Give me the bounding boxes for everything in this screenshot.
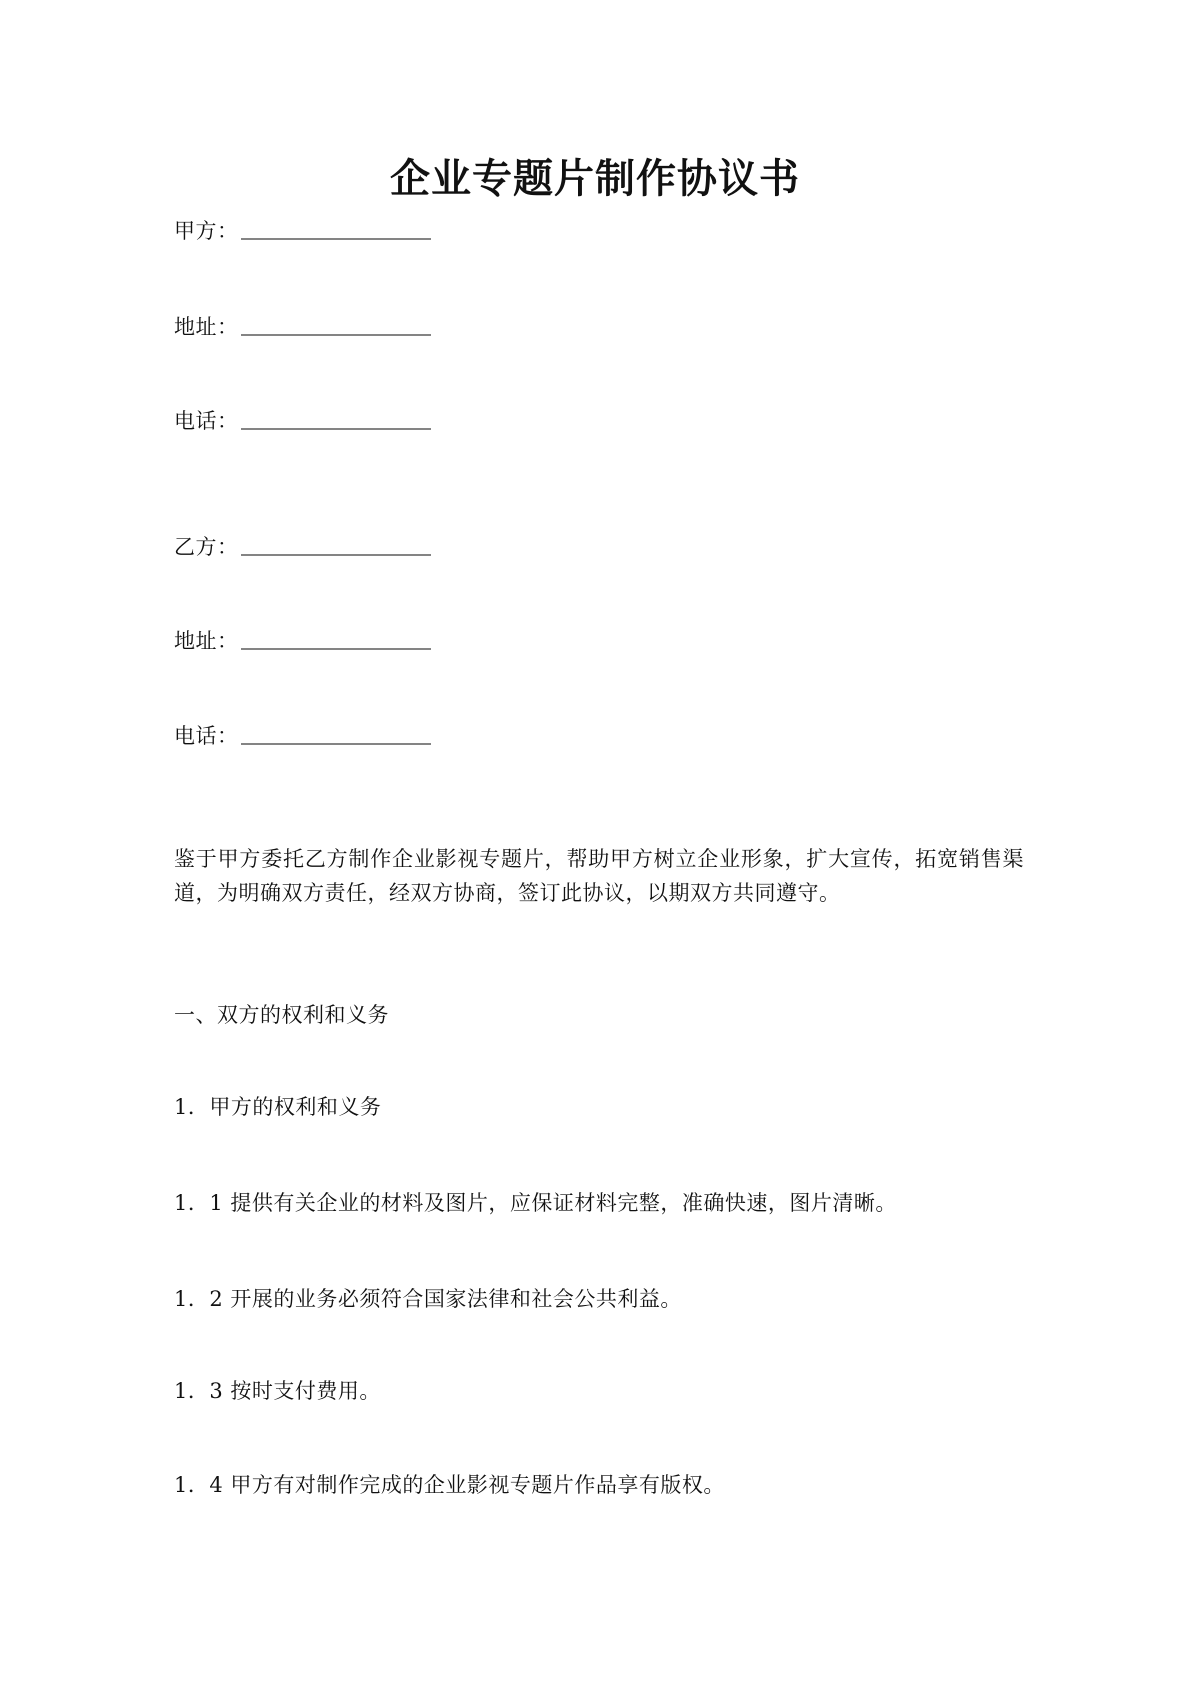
party-b-phone-blank[interactable] — [241, 723, 431, 745]
party-a-phone-label: 电话： — [174, 409, 239, 433]
party-a-name-row — [174, 216, 431, 246]
party-b-name-label: 乙方： — [174, 535, 239, 559]
party-a-address-label: 地址： — [174, 315, 239, 339]
party-b-phone-label: 电话： — [174, 724, 239, 748]
party-a-address-blank[interactable] — [241, 314, 431, 336]
section-heading-rights-obligations: 一、双方的权利和义务 — [174, 1003, 389, 1027]
party-a-name-blank[interactable] — [241, 218, 431, 240]
party-b-phone-row — [174, 721, 431, 751]
party-b-address-row — [174, 626, 431, 656]
clause-heading-party-a: 1．甲方的权利和义务 — [174, 1095, 382, 1119]
party-a-phone-blank[interactable] — [241, 408, 431, 430]
party-b-address-label: 地址： — [174, 629, 239, 653]
party-a-address-row — [174, 312, 431, 342]
clause-item-1-2: 1．2 开展的业务必须符合国家法律和社会公共利益。 — [174, 1287, 682, 1311]
party-b-address-blank[interactable] — [241, 628, 431, 650]
clause-item-1-1: 1．1 提供有关企业的材料及图片，应保证材料完整，准确快速，图片清晰。 — [174, 1191, 897, 1215]
preamble-paragraph: 鉴于甲方委托乙方制作企业影视专题片，帮助甲方树立企业形象，扩大宣传，拓宽销售渠道，为明确双方责任，经双方协商，签订此协议，以期双方共同遵守。 — [174, 847, 1024, 905]
clause-item-1-4: 1．4 甲方有对制作完成的企业影视专题片作品享有版权。 — [174, 1473, 725, 1497]
party-a-phone-row — [174, 406, 431, 436]
party-a-name-label: 甲方： — [174, 219, 239, 243]
party-b-name-blank[interactable] — [241, 534, 431, 556]
document-title: 企业专题片制作协议书 — [390, 155, 800, 202]
clause-item-1-3: 1．3 按时支付费用。 — [174, 1379, 381, 1403]
party-b-name-row — [174, 532, 431, 562]
